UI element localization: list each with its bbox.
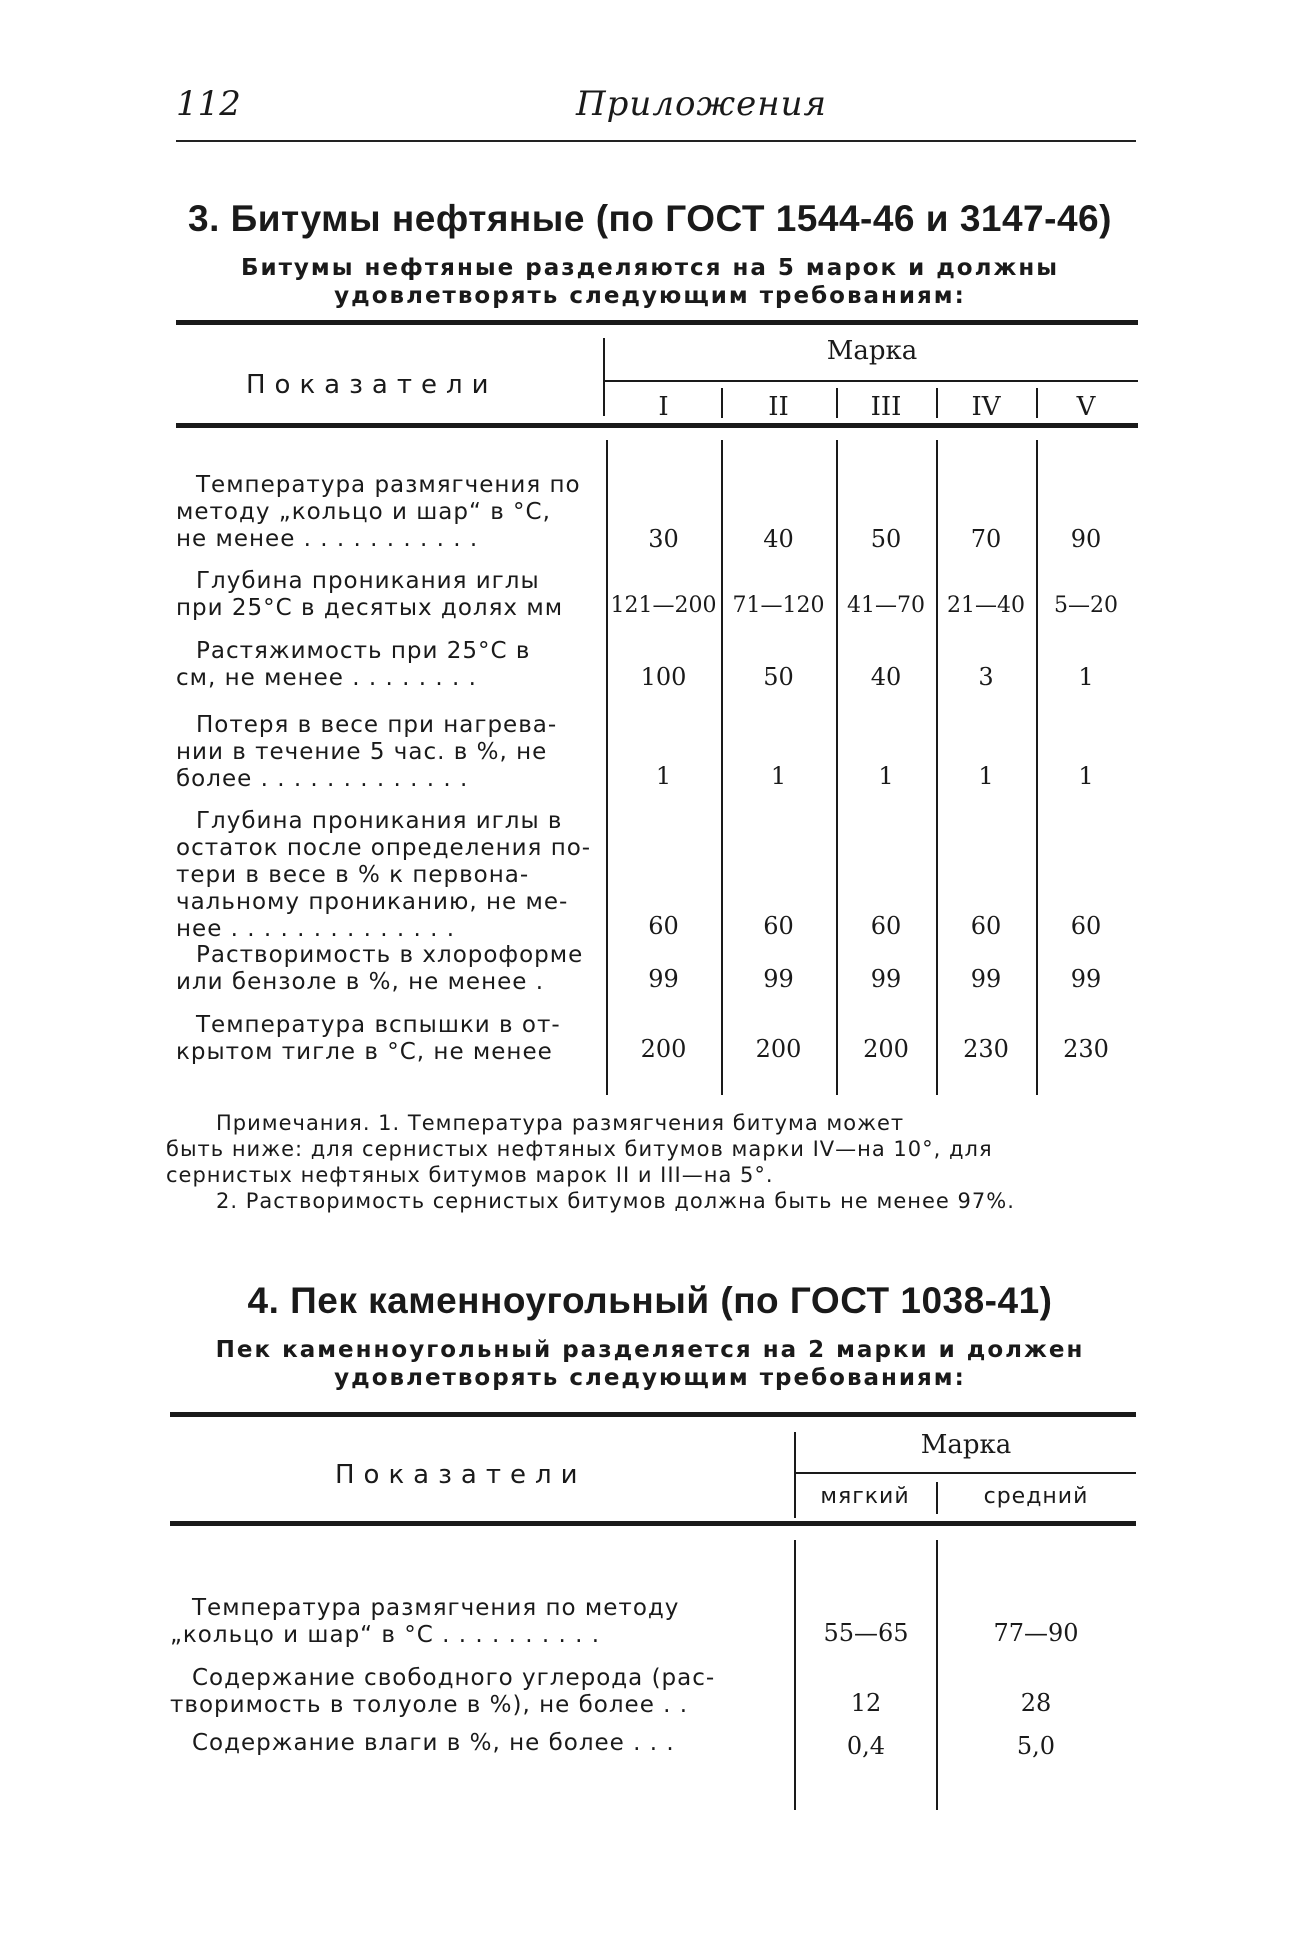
bitumen-table xyxy=(176,320,1138,1100)
section4-intro-line-2: удовлетворять следующим требованиям: xyxy=(334,1365,966,1391)
label-line: Температура размягчения по методу xyxy=(192,1595,680,1621)
section4-title: 4. Пек каменноугольный (по ГОСТ 1038-41) xyxy=(247,1280,1053,1321)
table-row-label xyxy=(170,1730,770,1757)
label-line: Потеря в весе при нагрева- xyxy=(196,712,558,738)
section3-title: 3. Битумы нефтяные (по ГОСТ 1544-46 и 3147-46) xyxy=(188,198,1112,239)
table-cell: 1 xyxy=(878,762,894,790)
table-cell: 121—200 xyxy=(610,593,717,618)
table-cell: 60 xyxy=(1070,912,1102,940)
label-line: творимость в толуоле в %), не более . . xyxy=(170,1692,689,1718)
table-cell: 1 xyxy=(978,762,994,790)
col-header-indicators: Показатели xyxy=(246,370,498,400)
grade-header-5: V xyxy=(1076,392,1096,422)
table-cell: 5—20 xyxy=(1054,593,1118,618)
label-line: Растяжимость при 25°С в xyxy=(196,638,531,664)
table-cell: 71—120 xyxy=(732,593,825,618)
table-cell: 60 xyxy=(870,912,902,940)
label-line: нее . . . . . . . . . . . . . . xyxy=(176,916,456,942)
header-divider xyxy=(1036,388,1038,418)
header-bottom-rule xyxy=(170,1521,1136,1526)
table-cell: 40 xyxy=(763,525,794,553)
column-divider xyxy=(936,1540,938,1810)
table-cell: 1 xyxy=(1078,663,1094,691)
table-cell: 200 xyxy=(640,1035,687,1063)
table-row-label xyxy=(176,942,606,996)
table-cell: 200 xyxy=(863,1035,909,1063)
label-line: Растворимость в хлороформе xyxy=(196,942,584,968)
table-cell: 70 xyxy=(970,525,1002,553)
label-line: Температура размягчения по xyxy=(196,472,581,498)
table-cell: 50 xyxy=(870,525,902,553)
section3-notes xyxy=(166,1110,1146,1214)
table-cell: 99 xyxy=(763,965,794,993)
table-cell: 55—65 xyxy=(823,1619,909,1647)
label-line: тери в весе в % к первона- xyxy=(176,862,530,888)
label-line: при 25°С в десятых долях мм xyxy=(176,595,564,621)
table-cell: 99 xyxy=(1070,965,1102,993)
table-cell: 1 xyxy=(1078,762,1094,790)
table-cell: 28 xyxy=(1020,1689,1052,1717)
table-cell: 12 xyxy=(850,1689,882,1717)
label-line: Глубина проникания иглы xyxy=(196,568,540,594)
table-cell: 99 xyxy=(648,965,679,993)
section3-intro-line-1: Битумы нефтяные разделяются на 5 марок и должны xyxy=(240,255,1060,281)
table-cell: 1 xyxy=(655,762,672,790)
header-rule xyxy=(176,140,1136,142)
table-cell: 0,4 xyxy=(846,1732,886,1760)
table-row-label xyxy=(176,712,606,793)
label-line: Содержание влаги в %, не более . . . xyxy=(192,1730,675,1756)
label-line: Температура вспышки в от- xyxy=(196,1012,561,1038)
note-line: Примечания. 1. Температура размягчения битума может xyxy=(216,1111,905,1135)
table-row-label xyxy=(176,638,606,692)
grade-group-rule xyxy=(604,380,1138,382)
table-cell: 60 xyxy=(763,912,794,940)
col-header-grade-group: Марка xyxy=(920,1430,1012,1460)
section4-intro xyxy=(100,1336,1200,1392)
label-line: см, не менее . . . . . . . . xyxy=(176,665,477,691)
label-line: или бензоле в %, не менее . xyxy=(176,969,545,995)
header-divider xyxy=(721,388,723,418)
section4-intro-line-1: Пек каменноугольный разделяется на 2 марки и должен xyxy=(215,1337,1085,1363)
page-number: 112 xyxy=(176,84,241,124)
grade-header-3: III xyxy=(870,392,902,422)
label-line: крытом тигле в °С, не менее xyxy=(176,1039,553,1065)
table-cell: 50 xyxy=(763,663,794,691)
label-line: остаток после определения по- xyxy=(176,835,592,861)
table-cell: 99 xyxy=(870,965,902,993)
label-line: чальному прониканию, не ме- xyxy=(176,889,569,915)
label-line: методу „кольцо и шар“ в °С, xyxy=(176,499,551,525)
header-divider xyxy=(936,388,938,418)
label-line: Глубина проникания иглы в xyxy=(196,808,563,834)
section3-intro xyxy=(100,254,1200,310)
header-bottom-rule xyxy=(176,423,1138,428)
table-cell: 41—70 xyxy=(847,593,925,618)
grade-header-2: II xyxy=(768,392,789,422)
grade-header-4: IV xyxy=(971,392,1001,422)
table-row-label xyxy=(170,1665,770,1719)
table-cell: 60 xyxy=(648,912,679,940)
running-header xyxy=(176,84,1136,144)
table-cell: 3 xyxy=(978,663,994,691)
note-line: сернистых нефтяных битумов марок II и III—на 5°. xyxy=(166,1163,774,1187)
table-row-label xyxy=(176,808,606,943)
table-row-label xyxy=(170,1595,770,1649)
grade-header-1: I xyxy=(658,392,669,422)
table-cell: 1 xyxy=(770,762,787,790)
column-divider xyxy=(794,1540,796,1810)
table-cell: 200 xyxy=(755,1035,802,1063)
table-cell: 60 xyxy=(970,912,1002,940)
table-cell: 100 xyxy=(640,663,687,691)
col-header-indicators: Показатели xyxy=(335,1460,587,1490)
label-line: Содержание свободного углерода (рас- xyxy=(192,1665,716,1691)
note-line: 2. Растворимость сернистых битумов должна быть не менее 97%. xyxy=(216,1189,1015,1213)
label-line: нии в течение 5 час. в %, не xyxy=(176,739,548,765)
running-title: Приложения xyxy=(576,84,828,124)
table-cell: 30 xyxy=(648,525,679,553)
table-cell: 90 xyxy=(1070,525,1102,553)
grade-header-medium: средний xyxy=(983,1484,1089,1509)
table-top-rule xyxy=(176,320,1138,325)
grade-group-rule xyxy=(795,1472,1136,1474)
table-row-label xyxy=(176,472,606,553)
table-cell: 21—40 xyxy=(947,593,1025,618)
note-line: быть ниже: для сернистых нефтяных битумов марки IV—на 10°, для xyxy=(166,1137,993,1161)
label-line: не менее . . . . . . . . . . . xyxy=(176,526,479,552)
grade-header-soft: мягкий xyxy=(820,1484,910,1509)
table-row-label xyxy=(176,1012,606,1066)
header-divider xyxy=(603,338,605,416)
table-cell: 230 xyxy=(963,1035,1009,1063)
label-line: более . . . . . . . . . . . . . xyxy=(176,766,469,792)
table-cell: 99 xyxy=(970,965,1002,993)
section3-intro-line-2: удовлетворять следующим требованиям: xyxy=(334,283,966,309)
table-top-rule xyxy=(170,1412,1136,1417)
col-header-grade-group: Марка xyxy=(826,336,918,366)
pitch-table xyxy=(170,1412,1136,1812)
table-row-label xyxy=(176,568,606,622)
table-cell: 77—90 xyxy=(993,1619,1079,1647)
table-cell: 230 xyxy=(1063,1035,1109,1063)
table-cell: 40 xyxy=(870,663,902,691)
label-line: „кольцо и шар“ в °С . . . . . . . . . . xyxy=(170,1622,601,1648)
header-divider xyxy=(836,388,838,418)
table-cell: 5,0 xyxy=(1016,1732,1056,1760)
